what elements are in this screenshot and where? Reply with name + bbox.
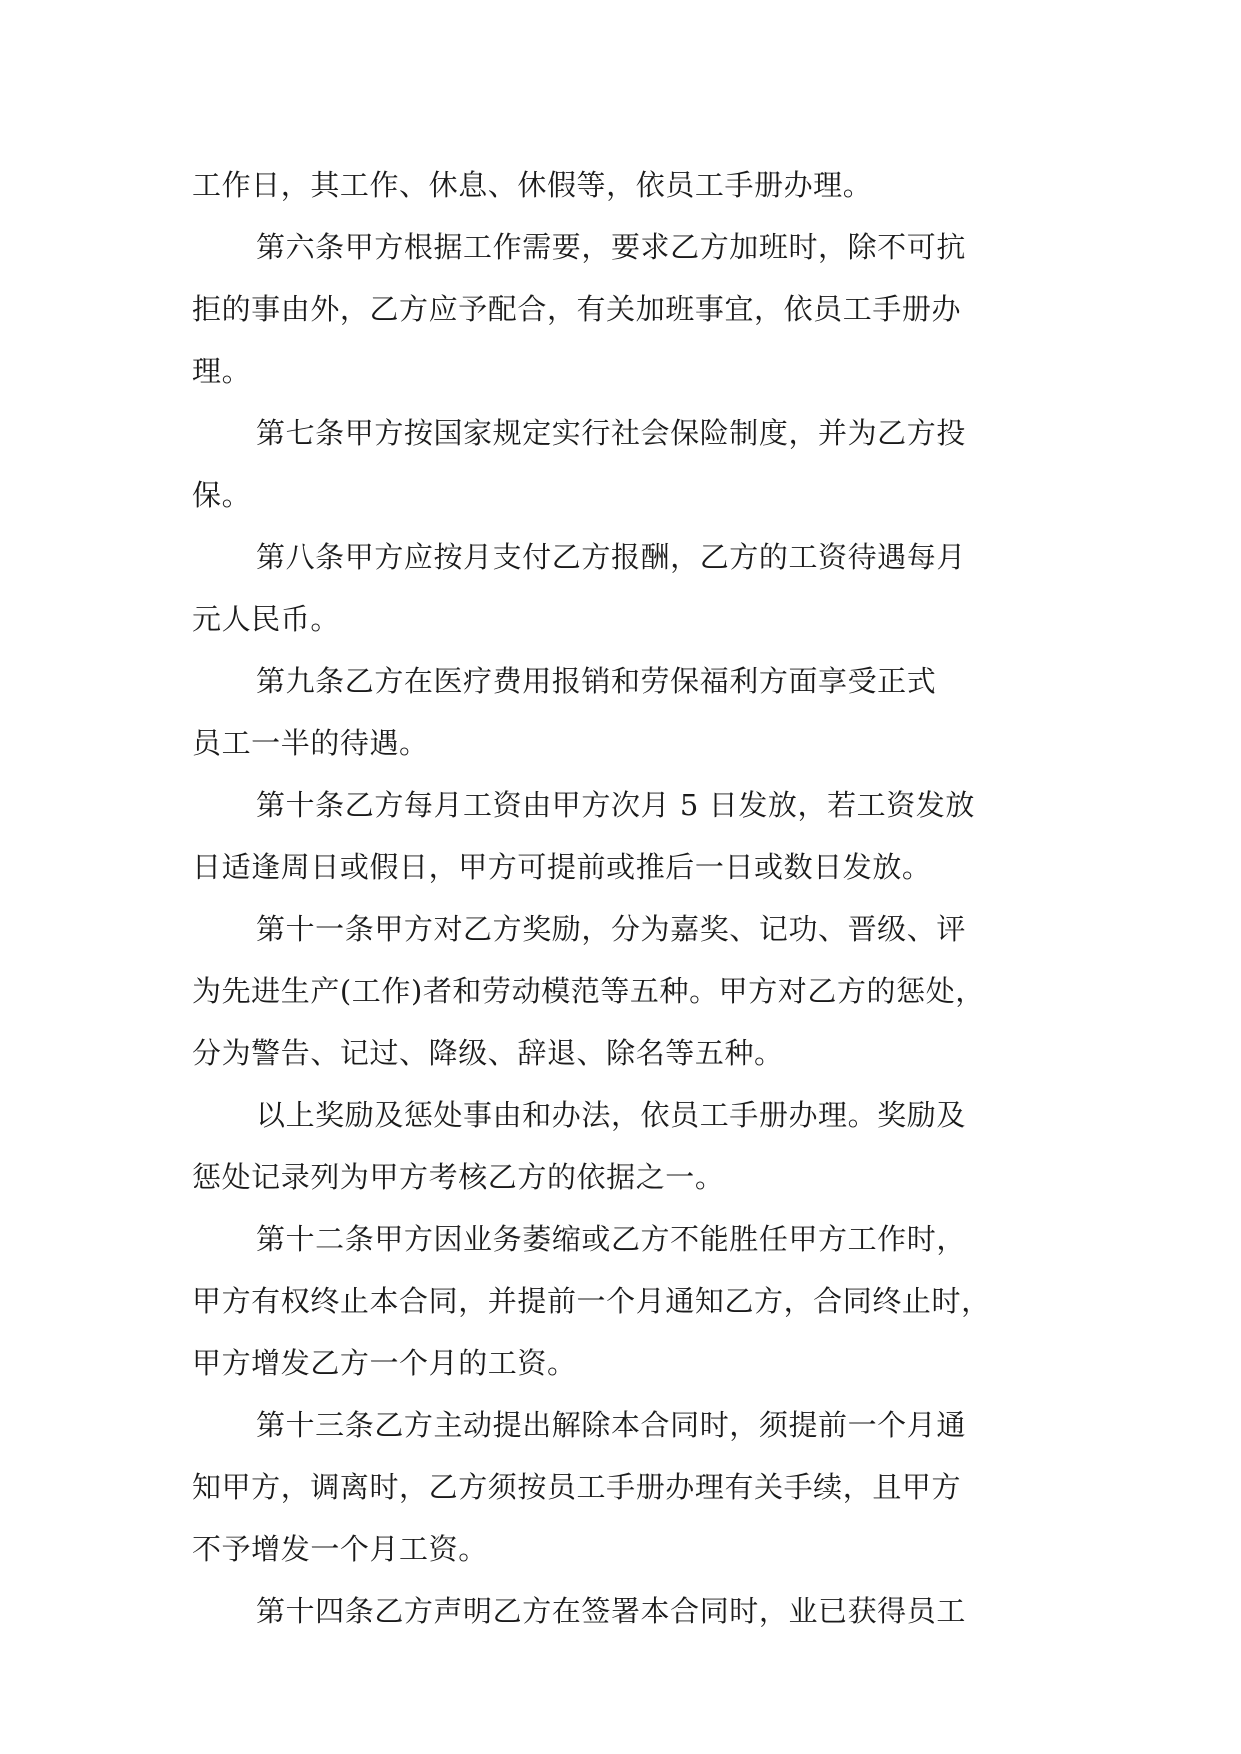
text-line: 员工一半的待遇。 — [192, 726, 429, 760]
article-7-line: 第七条甲方按国家规定实行社会保险制度，并为乙方投 — [256, 416, 966, 450]
text-line: 元人民币。 — [192, 602, 340, 636]
rewards-paragraph-line: 以上奖励及惩处事由和办法，依员工手册办理。奖励及 — [256, 1098, 966, 1132]
contract-body — [192, 154, 1072, 1642]
text-line: 保。 — [192, 478, 252, 512]
article-13-line: 第十三条乙方主动提出解除本合同时，须提前一个月通 — [256, 1408, 966, 1442]
article-9-line: 第九条乙方在医疗费用报销和劳保福利方面享受正式 — [256, 664, 937, 698]
text-line: 甲方增发乙方一个月的工资。 — [192, 1346, 577, 1380]
text-line: 惩处记录列为甲方考核乙方的依据之一。 — [192, 1160, 725, 1194]
text-line: 为先进生产(工作)者和劳动模范等五种。甲方对乙方的惩处， — [192, 974, 985, 1008]
text-line: 工作日，其工作、休息、休假等，依员工手册办理。 — [192, 168, 873, 202]
article-12-line: 第十二条甲方因业务萎缩或乙方不能胜任甲方工作时， — [256, 1222, 966, 1256]
text-line: 拒的事由外，乙方应予配合，有关加班事宜，依员工手册办 — [192, 292, 962, 326]
text-line: 理。 — [192, 354, 252, 388]
text-line: 不予增发一个月工资。 — [192, 1532, 488, 1566]
text-line: 分为警告、记过、降级、辞退、除名等五种。 — [192, 1036, 784, 1070]
text-line: 日适逢周日或假日，甲方可提前或推后一日或数日发放。 — [192, 850, 932, 884]
text-line: 甲方有权终止本合同，并提前一个月通知乙方，合同终止时， — [192, 1284, 991, 1318]
article-8-line: 第八条甲方应按月支付乙方报酬，乙方的工资待遇每月 — [256, 540, 966, 574]
article-14-line: 第十四条乙方声明乙方在签署本合同时，业已获得员工 — [256, 1594, 966, 1628]
article-6-line: 第六条甲方根据工作需要，要求乙方加班时，除不可抗 — [256, 230, 966, 264]
article-11-line: 第十一条甲方对乙方奖励，分为嘉奖、记功、晋级、评 — [256, 912, 966, 946]
text-line: 知甲方，调离时，乙方须按员工手册办理有关手续，且甲方 — [192, 1470, 962, 1504]
article-10-line: 第十条乙方每月工资由甲方次月 5 日发放，若工资发放 — [256, 788, 975, 822]
